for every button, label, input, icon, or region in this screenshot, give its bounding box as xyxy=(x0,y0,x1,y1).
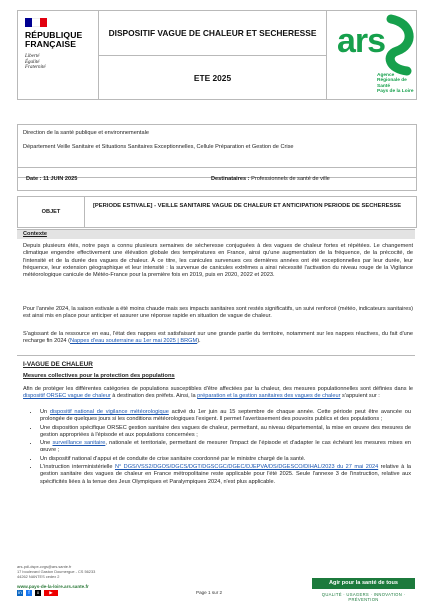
footer-address: ars-pdl-dspe-cvgs@ars.sante.fr 17 boulevard Gaston Doumergue - CS 56233 44262 NANTES cedex 2 xyxy=(17,564,96,579)
document-header xyxy=(17,10,417,100)
recipients-field: Destinataires : Professionnels de santé de ville xyxy=(211,176,330,182)
document-title: DISPOSITIF VAGUE DE CHALEUR ET SECHERESSE xyxy=(99,11,326,56)
subject-row xyxy=(17,196,417,228)
ars-logo-subtitle: Agence Régionale de Santé Pays de la Loire xyxy=(377,73,414,95)
linkedin-icon[interactable]: in xyxy=(18,590,22,595)
instruction-link[interactable]: N° DGS/VSS2/DGOS/DGCS/DGT/DGSCGC/DGEC/DJEPVA/DS/DGESCO/DIHAL/2023 du 27 mai 2024 xyxy=(114,464,379,471)
section-1-intro: Afin de protéger les différentes catégories de populations susceptibles d'être affectées par la chaleur, des mesures populationnelles sont définies dans le dispositif ORSEC vague de chaleur à destination des préfets. Ainsi, la préparation et la gestion sanitaires des vagues de chaleur s'appuient sur : xyxy=(23,386,413,400)
surveillance-link[interactable]: surveillance sanitaire xyxy=(52,440,106,447)
list-item: • Une surveillance sanitaire, nationale et territoriale, permettant de mesurer l'impact de l'épisode et d'adapter le cas échéant les mesures mises en œuvre ; xyxy=(39,440,411,455)
french-flag-icon xyxy=(25,18,47,27)
list-item: • Une disposition spécifique ORSEC gestion sanitaire des vagues de chaleur, permettant, au niveau départemental, la mise en œuvre des mesures de gestion appropriées à l'épisode et aux populations concernées ; xyxy=(39,425,411,440)
vigilance-link[interactable]: dispositif national de vigilance météorologique xyxy=(49,409,169,415)
date-field: Date : 11 JUIN 2025 xyxy=(26,176,78,182)
measures-list-wrapper xyxy=(27,409,411,486)
agir-tagline: QUALITÉ · USAGERS · INNOVATION · PRÉVENTION xyxy=(321,592,406,602)
header-title-block xyxy=(99,11,327,99)
context-paragraph-3: S'agissant de la ressource en eau, l'état des nappes est satisfaisant sur une grande partie du territoire, notamment sur les nappes réactives, du fait d'une recharge fin 2024 (Nappes d'eau souterraine au 1er mai 2025 | BRGM). xyxy=(23,331,413,345)
section-1-subtitle: Mesures collectives pour la protection des populations xyxy=(23,373,175,379)
youtube-icon[interactable]: ▶ xyxy=(44,590,58,596)
context-paragraph-1: Depuis plusieurs étés, notre pays a connu plusieurs semaines de sécheresse conjuguées à des vagues de chaleur fortes et répétées. Le changement climatique engendre effectivement une élévation globale des températures en France, ainsi qu'une augmentation de la fréquence, de la précocité, de l'intensité et de la durée des vagues de chaleur. À ce titre, les canicules survenues ces dernières années ont été exceptionnelles par leur durée, leur fréquence, leur extension géographique et leur intensité : la survenue de canicules extrêmes a ainsi nécessité l'activation du niveau rouge de la Vigilance météorologique canicule de Météo-France pour la première fois en 2019, puis en 2020, 2022 et 2023. xyxy=(23,243,413,279)
facebook-icon[interactable]: f xyxy=(26,590,32,596)
ars-logo-text: ars xyxy=(337,22,386,60)
document-body xyxy=(17,227,415,563)
departement-text: Département Veille Sanitaire et Situations Sanitaires Exceptionnelles, Cellule Préparation et Gestion de Crise xyxy=(23,144,294,150)
gestion-sanitaire-link[interactable]: préparation et la gestion sanitaires des vagues de chaleur xyxy=(197,393,341,400)
measures-list xyxy=(27,409,411,486)
footer-website-link[interactable]: www.pays-de-la-loire.ars.sante.fr xyxy=(17,584,89,589)
section-1-title: I-VAGUE DE CHALEUR xyxy=(23,361,93,368)
x-twitter-icon[interactable]: x xyxy=(36,590,40,595)
agir-banner: Agir pour la santé de tous xyxy=(312,578,415,589)
republique-francaise-text: RÉPUBLIQUE FRANÇAISE xyxy=(25,30,83,49)
direction-text: Direction de la santé publique et environnementale xyxy=(23,130,149,136)
list-item: • Un dispositif national de vigilance météorologique activé du 1er juin au 15 septembre de chaque année. Cette période peut être avancée ou prolongée de quelques jours si les conditions météorologiques l'exigent. Il permet l'avertissement des pouvoirs publics et des populations ; xyxy=(39,409,411,424)
subject-label: OBJET xyxy=(18,197,85,227)
social-links xyxy=(17,590,58,596)
republic-motto: Liberté Égalité Fraternité xyxy=(25,54,46,71)
document-period: ETE 2025 xyxy=(193,72,232,83)
context-heading: Contexte xyxy=(17,229,415,239)
subject-text: [PERIODE ESTIVALE] - VEILLE SANITAIRE VAGUE DE CHALEUR ET ANTICIPATION PERIODE DE SECHERESSE xyxy=(93,203,402,209)
date-recipients-row xyxy=(17,167,417,191)
ars-logo xyxy=(327,11,416,99)
page-number: Page 1 sur 2 xyxy=(196,590,223,595)
brgm-link[interactable]: Nappes d'eau souterraine au 1er mai 2025 | BRGM xyxy=(69,338,198,345)
list-item: • Un dispositif national d'appui et de conduite de crise sanitaire coordonné par le ministre chargé de la santé. xyxy=(39,456,411,463)
orsec-link[interactable]: dispositif ORSEC vague de chaleur xyxy=(23,393,111,400)
list-item: • L'instruction interministérielle N° DGS/VSS2/DGOS/DGCS/DGT/DGSCGC/DGEC/DJEPVA/DS/DGESCO/DIHAL/2023 du 27 mai 2024 relative à la gestion sanitaire des vagues de chaleur en France métropolitaine reste applicable pour l'été 2025. Seule l'annexe 3 de l'instruction, relative aux spécificités liées à la tenue des Jeux Olympiques et Paralympiques 2024, n'est plus applicable. xyxy=(39,464,411,486)
republique-francaise-logo xyxy=(18,11,99,99)
context-paragraph-2: Pour l'année 2024, la saison estivale a été moins chaude mais ses impacts sanitaires sont restés significatifs, un suivi renforcé (météo, indicateurs sanitaires) est ainsi mis en place pour anticiper et assurer une réponse rapide en situation de vague de chaleur. xyxy=(23,306,413,320)
footer-email: ars-pdl-dspe-cvgs@ars.sante.fr xyxy=(17,564,72,569)
